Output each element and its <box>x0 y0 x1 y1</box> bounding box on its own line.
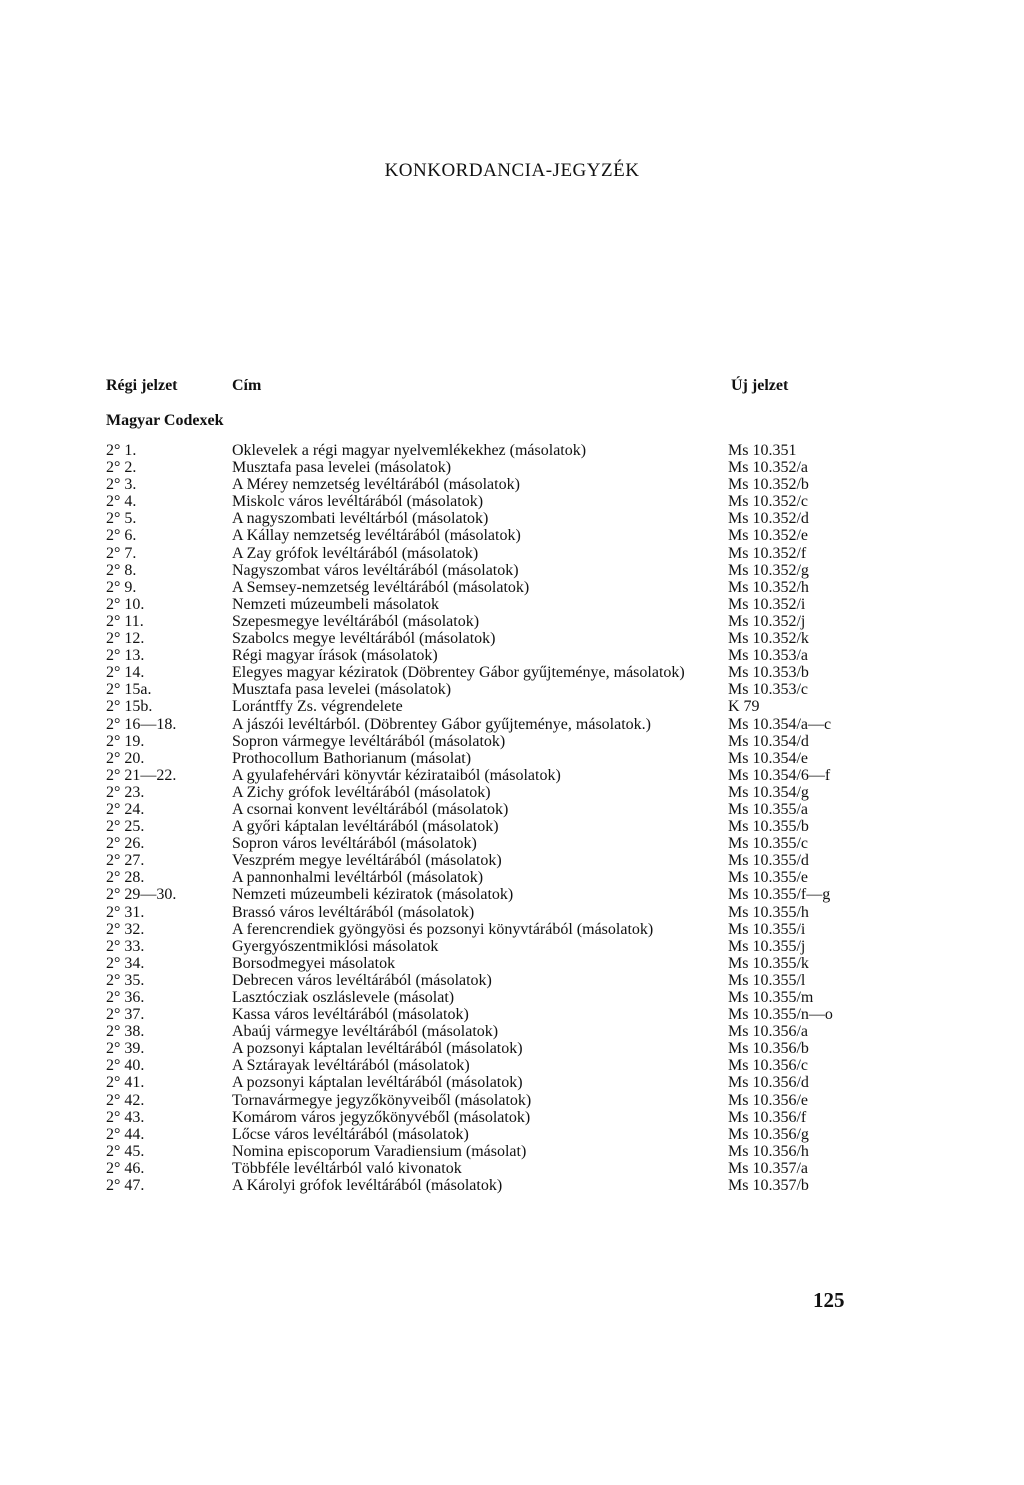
old-shelfmark: 2° 15a. <box>106 681 152 699</box>
table-row <box>106 955 886 972</box>
table-row <box>106 1092 886 1109</box>
table-row <box>106 647 886 664</box>
new-shelfmark: Ms 10.355/h <box>728 903 809 921</box>
new-shelfmark: Ms 10.356/c <box>728 1057 808 1075</box>
old-shelfmark: 2° 33. <box>106 937 145 955</box>
new-shelfmark: Ms 10.355/i <box>728 920 806 938</box>
entry-title: Prothocollum Bathorianum (másolat) <box>232 749 472 767</box>
new-shelfmark: Ms 10.357/a <box>728 1159 808 1177</box>
entry-title: Musztafa pasa levelei (másolatok) <box>232 459 452 477</box>
entry-title: Nemzeti múzeumbeli kéziratok (másolatok) <box>232 886 514 904</box>
page-title: KONKORDANCIA-JEGYZÉK <box>384 160 640 181</box>
table-row <box>106 459 886 476</box>
table-row <box>106 1023 886 1040</box>
old-shelfmark: 2° 35. <box>106 971 145 989</box>
entry-title: A Kállay nemzetség levéltárából (másolatok) <box>232 527 521 545</box>
table-row <box>106 1126 886 1143</box>
table-row <box>106 698 886 715</box>
new-shelfmark: K 79 <box>728 698 760 716</box>
entry-title: Abaúj vármegye levéltárából (másolatok) <box>232 1023 499 1041</box>
old-shelfmark: 2° 45. <box>106 1142 145 1160</box>
old-shelfmark: 2° 9. <box>106 578 137 596</box>
table-row <box>106 1040 886 1057</box>
table-row <box>106 613 886 630</box>
new-shelfmark: Ms 10.353/c <box>728 681 808 699</box>
entry-title: A győri káptalan levéltárából (másolatok) <box>232 818 499 836</box>
new-shelfmark: Ms 10.355/d <box>728 852 809 870</box>
entry-title: Brassó város levéltárából (másolatok) <box>232 903 475 921</box>
entry-title: Musztafa pasa levelei (másolatok) <box>232 681 452 699</box>
entry-title: A Mérey nemzetség levéltárából (másolatok) <box>232 476 520 494</box>
table-row <box>106 476 886 493</box>
table-row <box>106 596 886 613</box>
old-shelfmark: 2° 36. <box>106 989 145 1006</box>
table-row <box>106 510 886 527</box>
entry-title: A nagyszombati levéltárból (másolatok) <box>232 510 489 528</box>
table-row <box>106 562 886 579</box>
new-shelfmark: Ms 10.356/h <box>728 1142 809 1160</box>
old-shelfmark: 2° 1. <box>106 442 137 459</box>
table-row <box>106 801 886 818</box>
old-shelfmark: 2° 3. <box>106 476 137 494</box>
old-shelfmark: 2° 20. <box>106 749 145 767</box>
table-row <box>106 493 886 510</box>
new-shelfmark: Ms 10.352/g <box>728 561 809 579</box>
table-row <box>106 664 886 681</box>
new-shelfmark: Ms 10.354/d <box>728 732 809 750</box>
entry-title: Sopron vármegye levéltárából (másolatok) <box>232 732 506 750</box>
old-shelfmark: 2° 7. <box>106 544 137 562</box>
old-shelfmark: 2° 16—18. <box>106 715 177 733</box>
entry-title: Többféle levéltárból való kivonatok <box>232 1159 462 1177</box>
new-shelfmark: Ms 10.355/l <box>728 971 806 989</box>
old-shelfmark: 2° 37. <box>106 1006 145 1024</box>
new-shelfmark: Ms 10.352/f <box>728 544 807 562</box>
entry-title: Nagyszombat város levéltárából (másolatok) <box>232 561 519 579</box>
new-shelfmark: Ms 10.353/a <box>728 647 808 665</box>
old-shelfmark: 2° 29—30. <box>106 886 177 904</box>
table-row <box>106 921 886 938</box>
new-shelfmark: Ms 10.352/e <box>728 527 808 545</box>
old-shelfmark: 2° 21—22. <box>106 766 177 784</box>
entry-title: Lasztócziak oszláslevele (másolat) <box>232 989 455 1006</box>
old-shelfmark: 2° 44. <box>106 1125 145 1143</box>
old-shelfmark: 2° 25. <box>106 818 145 836</box>
new-shelfmark: Ms 10.352/c <box>728 493 808 511</box>
old-shelfmark: 2° 31. <box>106 903 145 921</box>
table-row <box>106 835 886 852</box>
old-shelfmark: 2° 10. <box>106 595 145 613</box>
old-shelfmark: 2° 32. <box>106 920 145 938</box>
entry-title: Nomina episcoporum Varadiensium (másolat) <box>232 1142 527 1160</box>
entry-title: Debrecen város levéltárából (másolatok) <box>232 971 492 989</box>
old-shelfmark: 2° 40. <box>106 1057 145 1075</box>
new-shelfmark: Ms 10.353/b <box>728 664 809 682</box>
entry-title: Szabolcs megye levéltárából (másolatok) <box>232 630 496 648</box>
new-shelfmark: Ms 10.355/a <box>728 800 808 818</box>
new-shelfmark: Ms 10.355/k <box>728 954 809 972</box>
old-shelfmark: 2° 4. <box>106 493 137 511</box>
old-shelfmark: 2° 43. <box>106 1108 145 1126</box>
table-row <box>106 442 886 459</box>
old-shelfmark: 2° 15b. <box>106 698 153 716</box>
entry-title: Lőcse város levéltárából (másolatok) <box>232 1125 469 1143</box>
entry-title: Elegyes magyar kéziratok (Döbrentey Gábor gyűjteménye, másolatok) <box>232 664 685 682</box>
table-row <box>106 1177 886 1194</box>
section-heading: Magyar Codexek <box>106 412 224 429</box>
entry-title: A pannonhalmi levéltárból (másolatok) <box>232 869 484 887</box>
table-row <box>106 989 886 1006</box>
new-shelfmark: Ms 10.354/g <box>728 783 809 801</box>
new-shelfmark: Ms 10.352/h <box>728 578 809 596</box>
old-shelfmark: 2° 13. <box>106 647 145 665</box>
table-row <box>106 681 886 698</box>
new-shelfmark: Ms 10.355/m <box>728 989 814 1006</box>
table-row <box>106 767 886 784</box>
new-shelfmark: Ms 10.354/a—c <box>728 715 832 733</box>
old-shelfmark: 2° 19. <box>106 732 145 750</box>
new-shelfmark: Ms 10.352/j <box>728 612 806 630</box>
old-shelfmark: 2° 26. <box>106 835 145 853</box>
old-shelfmark: 2° 47. <box>106 1177 145 1195</box>
new-shelfmark: Ms 10.355/f—g <box>728 886 831 904</box>
entry-title: A Semsey-nemzetség levéltárából (másolatok) <box>232 578 530 596</box>
entry-title: A jászói levéltárból. (Döbrentey Gábor gyűjteménye, másolatok.) <box>232 715 651 733</box>
new-shelfmark: Ms 10.356/f <box>728 1108 807 1126</box>
table-row <box>106 545 886 562</box>
table-row <box>106 904 886 921</box>
old-shelfmark: 2° 28. <box>106 869 145 887</box>
table-row <box>106 750 886 767</box>
entry-title: Borsodmegyei másolatok <box>232 954 396 972</box>
old-shelfmark: 2° 34. <box>106 954 145 972</box>
entry-title: Kassa város levéltárából (másolatok) <box>232 1006 469 1024</box>
new-shelfmark: Ms 10.355/b <box>728 818 809 836</box>
entry-title: Régi magyar írások (másolatok) <box>232 647 438 665</box>
entry-title: A Károlyi grófok levéltárából (másolatok) <box>232 1177 503 1195</box>
new-shelfmark: Ms 10.356/d <box>728 1074 809 1092</box>
table-row <box>106 1143 886 1160</box>
entry-title: A Zay grófok levéltárából (másolatok) <box>232 544 479 562</box>
page-number: 125 <box>813 1288 845 1312</box>
table-row <box>106 852 886 869</box>
new-shelfmark: Ms 10.351 <box>728 442 797 459</box>
new-shelfmark: Ms 10.356/a <box>728 1023 808 1041</box>
entry-title: Miskolc város levéltárából (másolatok) <box>232 493 484 511</box>
new-shelfmark: Ms 10.356/e <box>728 1091 808 1109</box>
new-shelfmark: Ms 10.355/n—o <box>728 1006 833 1024</box>
old-shelfmark: 2° 24. <box>106 800 145 818</box>
old-shelfmark: 2° 38. <box>106 1023 145 1041</box>
new-shelfmark: Ms 10.352/i <box>728 595 806 613</box>
table-row <box>106 1057 886 1074</box>
entry-title: A gyulafehérvári könyvtár kézirataiból (másolatok) <box>232 766 561 784</box>
old-shelfmark: 2° 11. <box>106 612 144 630</box>
old-shelfmark: 2° 39. <box>106 1040 145 1058</box>
table-row <box>106 938 886 955</box>
new-shelfmark: Ms 10.352/k <box>728 630 809 648</box>
table-row <box>106 630 886 647</box>
old-shelfmark: 2° 5. <box>106 510 137 528</box>
entry-title: A Sztárayak levéltárából (másolatok) <box>232 1057 470 1075</box>
entry-title: Nemzeti múzeumbeli másolatok <box>232 595 440 613</box>
table-row <box>106 579 886 596</box>
old-shelfmark: 2° 2. <box>106 459 137 477</box>
entry-title: Szepesmegye levéltárából (másolatok) <box>232 612 480 630</box>
old-shelfmark: 2° 42. <box>106 1091 145 1109</box>
table-row <box>106 1109 886 1126</box>
entry-title: Lorántffy Zs. végrendelete <box>232 698 403 716</box>
table-row <box>106 972 886 989</box>
new-shelfmark: Ms 10.354/6—f <box>728 766 831 784</box>
entry-title: Veszprém megye levéltárából (másolatok) <box>232 852 502 870</box>
entry-title: Gyergyószentmiklósi másolatok <box>232 937 439 955</box>
entry-title: A pozsonyi káptalan levéltárából (másolatok) <box>232 1074 523 1092</box>
entry-title: A csornai konvent levéltárából (másolatok) <box>232 800 509 818</box>
entry-title: A pozsonyi káptalan levéltárából (másolatok) <box>232 1040 523 1058</box>
old-shelfmark: 2° 27. <box>106 852 145 870</box>
concordance-table <box>106 442 886 1194</box>
entry-title: Komárom város jegyzőkönyvéből (másolatok) <box>232 1108 531 1126</box>
new-shelfmark: Ms 10.356/g <box>728 1125 809 1143</box>
new-shelfmark: Ms 10.357/b <box>728 1177 809 1195</box>
entry-title: Sopron város levéltárából (másolatok) <box>232 835 477 853</box>
column-header-old-shelfmark: Régi jelzet <box>106 377 178 394</box>
table-row <box>106 1074 886 1091</box>
new-shelfmark: Ms 10.352/a <box>728 459 808 477</box>
new-shelfmark: Ms 10.355/c <box>728 835 808 853</box>
new-shelfmark: Ms 10.355/j <box>728 937 806 955</box>
new-shelfmark: Ms 10.352/d <box>728 510 809 528</box>
old-shelfmark: 2° 8. <box>106 561 137 579</box>
table-row <box>106 716 886 733</box>
old-shelfmark: 2° 14. <box>106 664 145 682</box>
table-row <box>106 818 886 835</box>
table-row <box>106 784 886 801</box>
column-header-title: Cím <box>232 377 262 394</box>
table-row <box>106 527 886 544</box>
old-shelfmark: 2° 46. <box>106 1159 145 1177</box>
table-row <box>106 733 886 750</box>
new-shelfmark: Ms 10.355/e <box>728 869 808 887</box>
table-row <box>106 1160 886 1177</box>
table-row <box>106 1006 886 1023</box>
new-shelfmark: Ms 10.354/e <box>728 749 808 767</box>
entry-title: Tornavármegye jegyzőkönyveiből (másolatok) <box>232 1091 532 1109</box>
new-shelfmark: Ms 10.352/b <box>728 476 809 494</box>
table-row <box>106 886 886 903</box>
old-shelfmark: 2° 12. <box>106 630 145 648</box>
column-header-new-shelfmark: Új jelzet <box>731 377 789 394</box>
entry-title: A ferencrendiek gyöngyösi és pozsonyi könyvtárából (másolatok) <box>232 920 654 938</box>
entry-title: A Zichy grófok levéltárából (másolatok) <box>232 783 491 801</box>
new-shelfmark: Ms 10.356/b <box>728 1040 809 1058</box>
table-row <box>106 869 886 886</box>
entry-title: Oklevelek a régi magyar nyelvemlékekhez (másolatok) <box>232 442 587 459</box>
old-shelfmark: 2° 6. <box>106 527 137 545</box>
old-shelfmark: 2° 23. <box>106 783 145 801</box>
old-shelfmark: 2° 41. <box>106 1074 145 1092</box>
